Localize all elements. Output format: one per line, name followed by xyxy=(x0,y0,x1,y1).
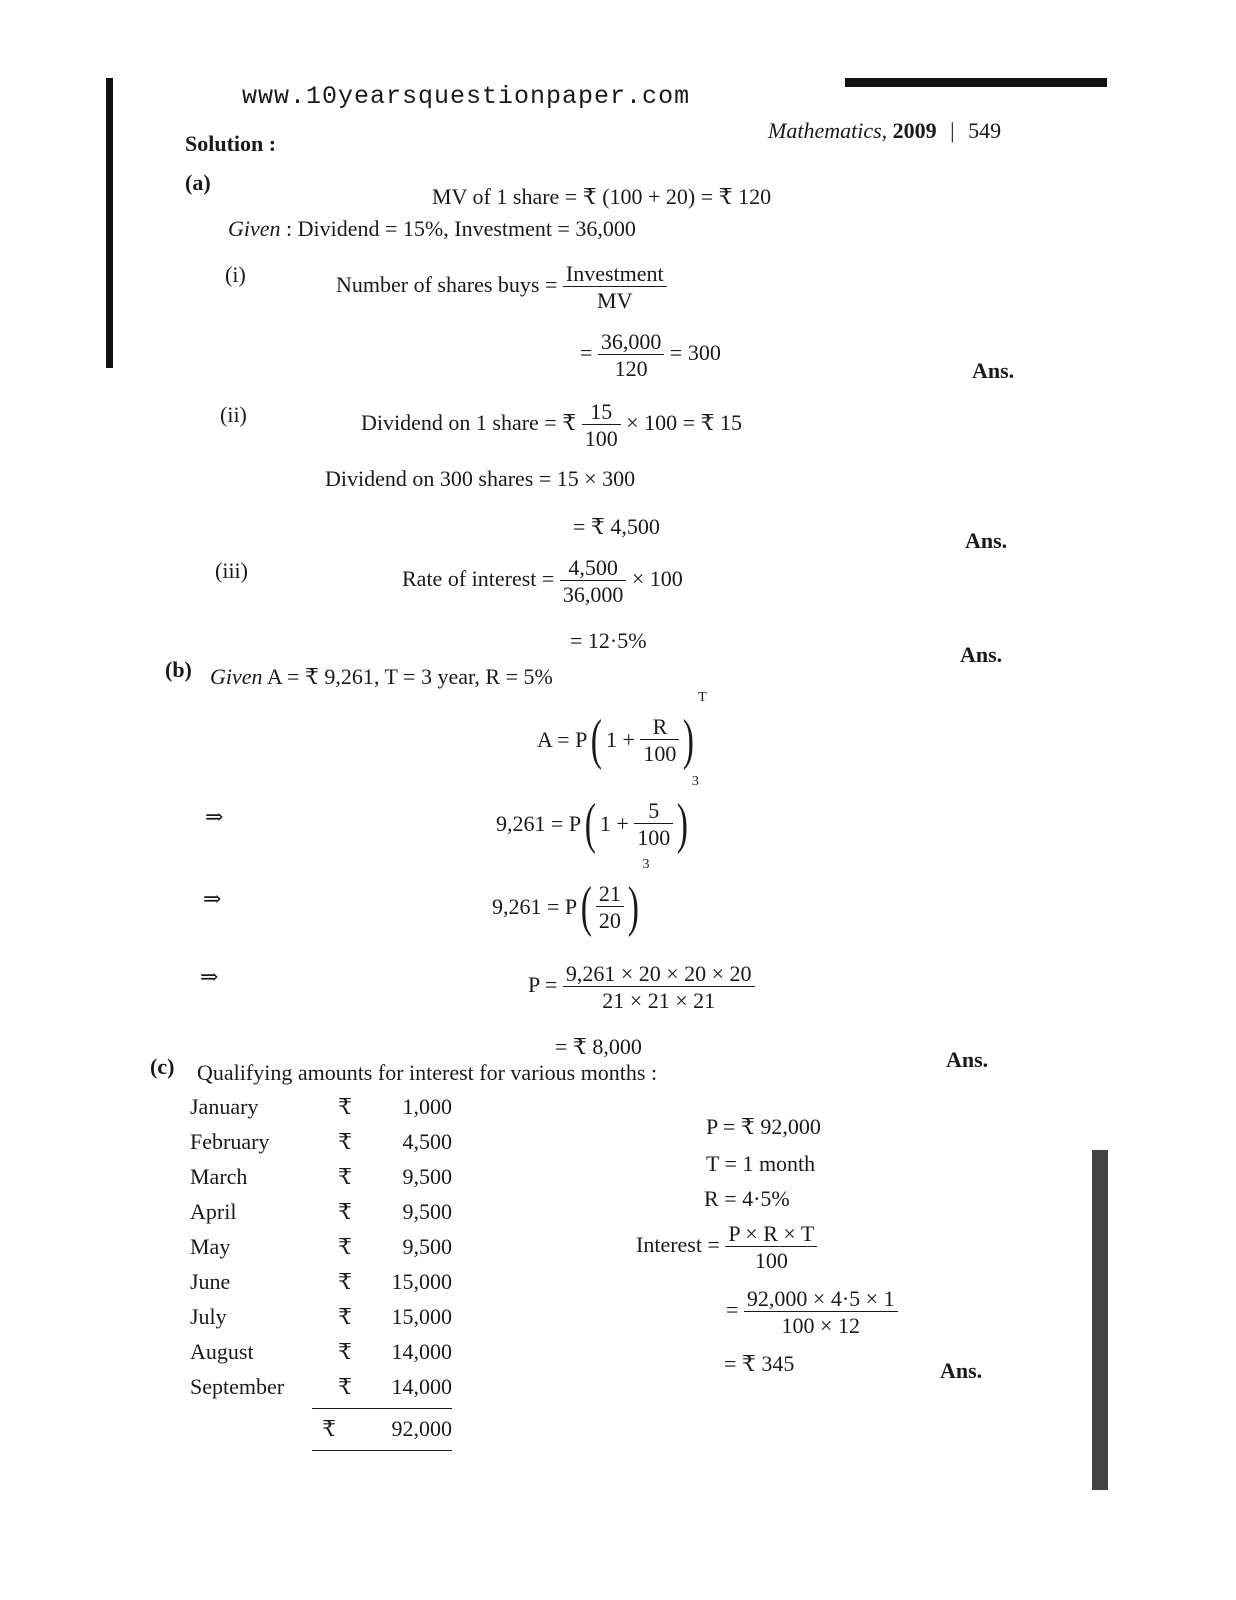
right-paren: ) xyxy=(676,793,689,855)
answer-mark: Ans. xyxy=(965,528,1008,553)
principal-equation xyxy=(528,962,755,1012)
step-lhs: 9,261 = P xyxy=(492,894,578,919)
amount: 4,500 xyxy=(402,1129,452,1154)
given-label: Given xyxy=(210,664,263,689)
investment-over-mv xyxy=(563,262,667,312)
fraction-numerator: 9,261 × 20 × 20 × 20 xyxy=(563,962,755,987)
table-row xyxy=(190,1199,452,1229)
fraction-denominator: 100 xyxy=(754,1248,788,1274)
month-label: August xyxy=(190,1339,254,1364)
rupee-symbol: ₹ xyxy=(338,1129,352,1154)
fraction-numerator: 4,500 xyxy=(560,556,627,581)
left-paren: ( xyxy=(591,709,603,771)
fraction-denominator: MV xyxy=(597,288,633,314)
amount: 15,000 xyxy=(391,1269,452,1294)
page-number: 549 xyxy=(968,118,1002,143)
fraction xyxy=(725,1222,817,1272)
fraction xyxy=(582,400,621,450)
shares-equation xyxy=(336,262,667,312)
fraction-denominator: 100 xyxy=(637,825,671,850)
dividend-300-shares: Dividend on 300 shares = 15 × 300 xyxy=(325,466,636,491)
total-amount: 92,000 xyxy=(391,1416,452,1441)
fraction xyxy=(563,962,755,1012)
part-c-label: (c) xyxy=(150,1054,175,1079)
amount: 9,500 xyxy=(402,1234,452,1259)
right-paren: ) xyxy=(627,876,639,938)
fraction-numerator: P × R × T xyxy=(725,1222,817,1247)
fraction xyxy=(596,882,624,932)
given-label: Given xyxy=(228,216,281,241)
rate-rhs: × 100 xyxy=(631,566,683,592)
rupee-symbol: ₹ xyxy=(338,1339,352,1364)
interest-result: = ₹ 345 xyxy=(724,1351,795,1376)
left-scan-bar xyxy=(106,78,113,368)
rupee-symbol: ₹ xyxy=(338,1269,352,1294)
fraction-denominator: 120 xyxy=(614,356,648,382)
table-row xyxy=(190,1304,452,1334)
given-text: A = ₹ 9,261, T = 3 year, R = 5% xyxy=(266,664,553,689)
month-label: September xyxy=(190,1374,285,1399)
shares-result xyxy=(580,330,721,380)
month-label: February xyxy=(190,1129,270,1154)
rate-of-interest xyxy=(402,556,683,606)
fraction xyxy=(634,799,673,849)
rupee-symbol: ₹ xyxy=(322,1416,336,1441)
answer-mark: Ans. xyxy=(972,358,1015,383)
fraction-denominator: 21 × 21 × 21 xyxy=(602,988,716,1014)
principal-lhs: P = xyxy=(528,972,558,998)
subpart-iii-label: (iii) xyxy=(215,558,248,583)
fraction-numerator: 21 xyxy=(596,882,624,907)
left-paren: ( xyxy=(584,793,597,855)
exponent: 3 xyxy=(691,774,699,789)
fraction-numerator: 5 xyxy=(634,799,673,824)
given-line-a xyxy=(228,216,636,242)
compound-formula xyxy=(537,690,707,771)
table-row xyxy=(190,1164,452,1194)
rupee-symbol: ₹ xyxy=(338,1164,352,1189)
header-separator: | xyxy=(950,118,955,143)
rate-lhs: Rate of interest = xyxy=(402,566,555,592)
fraction-denominator: 100 xyxy=(643,741,677,766)
left-paren: ( xyxy=(580,876,593,938)
exponent: 3 xyxy=(642,857,650,872)
solution-heading: Solution : xyxy=(185,131,277,156)
table-row xyxy=(190,1374,452,1404)
eq-prefix: = xyxy=(580,340,593,366)
amount: 9,500 xyxy=(402,1199,452,1224)
table-row xyxy=(190,1129,452,1159)
formula-inner: 1 + xyxy=(605,727,635,752)
mv-line: MV of 1 share = ₹ (100 + 20) = ₹ 120 xyxy=(432,184,772,209)
eq-prefix: = xyxy=(726,1297,739,1323)
table-row xyxy=(190,1339,452,1369)
rate-result: = 12·5% xyxy=(570,628,647,653)
answer-mark: Ans. xyxy=(960,642,1003,667)
month-label: June xyxy=(190,1269,231,1294)
amount: 9,500 xyxy=(402,1164,452,1189)
implies-arrow: ⇒ xyxy=(200,964,219,989)
part-a-label: (a) xyxy=(185,170,211,195)
answer-mark: Ans. xyxy=(946,1047,989,1072)
rupee-symbol: ₹ xyxy=(338,1374,352,1399)
fraction xyxy=(744,1287,898,1337)
step-lhs: 9,261 = P xyxy=(496,811,582,836)
fraction xyxy=(560,556,627,606)
fraction-numerator: R xyxy=(640,715,679,740)
top-scan-bar xyxy=(845,78,1107,87)
subpart-ii-label: (ii) xyxy=(220,402,247,427)
rate-value: R = 4·5% xyxy=(704,1186,790,1211)
principal-result: = ₹ 8,000 xyxy=(555,1034,642,1059)
table-row xyxy=(190,1269,452,1299)
table-row xyxy=(190,1094,452,1124)
rupee-symbol: ₹ xyxy=(338,1094,352,1119)
fraction-denominator: 100 xyxy=(584,426,618,452)
eq-suffix: = 300 xyxy=(669,340,721,366)
fraction-numerator: Investment xyxy=(563,262,667,287)
subject-name: Mathematics, xyxy=(768,118,888,143)
principal-value: P = ₹ 92,000 xyxy=(706,1114,821,1139)
month-label: March xyxy=(190,1164,248,1189)
dividend-rhs: × 100 = ₹ 15 xyxy=(626,410,743,436)
website-url: www.10yearsquestionpaper.com xyxy=(242,82,691,111)
compound-step-3 xyxy=(492,857,650,938)
month-label: May xyxy=(190,1234,231,1259)
given-line-b xyxy=(210,664,553,690)
fraction-numerator: 36,000 xyxy=(598,330,665,355)
exponent: T xyxy=(698,690,707,705)
formula-lhs: A = P xyxy=(537,727,588,752)
fraction-numerator: 92,000 × 4·5 × 1 xyxy=(744,1287,898,1312)
dividend-one-share xyxy=(361,400,742,450)
table-row xyxy=(190,1234,452,1264)
fraction-numerator: 15 xyxy=(582,400,621,425)
interest-formula xyxy=(636,1222,817,1272)
monthly-amounts-table xyxy=(190,1094,452,1464)
part-b-label: (b) xyxy=(165,657,192,682)
fraction-denominator: 36,000 xyxy=(562,582,624,608)
month-label: July xyxy=(190,1304,227,1329)
fraction xyxy=(640,715,679,765)
amount: 14,000 xyxy=(391,1339,452,1364)
dividend-lhs: Dividend on 1 share = ₹ xyxy=(361,410,577,436)
step-inner: 1 + xyxy=(599,811,629,836)
amount: 14,000 xyxy=(391,1374,452,1399)
subpart-i-label: (i) xyxy=(225,262,246,287)
amount: 1,000 xyxy=(402,1094,452,1119)
shares-lhs: Number of shares buys = xyxy=(336,272,558,298)
total-rule-top xyxy=(312,1408,452,1409)
rupee-symbol: ₹ xyxy=(338,1304,352,1329)
month-label: January xyxy=(190,1094,259,1119)
implies-arrow: ⇒ xyxy=(205,804,224,829)
fraction xyxy=(598,330,665,380)
amount: 15,000 xyxy=(391,1304,452,1329)
month-label: April xyxy=(190,1199,237,1224)
rupee-symbol: ₹ xyxy=(338,1199,352,1224)
fraction-denominator: 100 × 12 xyxy=(781,1313,860,1339)
running-header xyxy=(768,118,1001,144)
exam-year: 2009 xyxy=(892,118,937,143)
total-rule-bottom xyxy=(312,1450,452,1451)
time-value: T = 1 month xyxy=(706,1151,816,1176)
answer-mark: Ans. xyxy=(940,1358,983,1383)
given-text: : Dividend = 15%, Investment = 36,000 xyxy=(286,216,636,241)
rupee-symbol: ₹ xyxy=(338,1234,352,1259)
interest-lhs: Interest = xyxy=(636,1232,720,1258)
part-c-intro: Qualifying amounts for interest for various months : xyxy=(197,1060,658,1085)
fraction-denominator: 20 xyxy=(598,908,621,933)
dividend-total: = ₹ 4,500 xyxy=(573,514,660,539)
right-scan-bar xyxy=(1092,1150,1108,1490)
compound-step-2 xyxy=(496,774,699,855)
right-paren: ) xyxy=(683,709,695,771)
interest-substitution xyxy=(726,1287,898,1337)
total-row xyxy=(190,1416,452,1446)
implies-arrow: ⇒ xyxy=(203,886,222,911)
